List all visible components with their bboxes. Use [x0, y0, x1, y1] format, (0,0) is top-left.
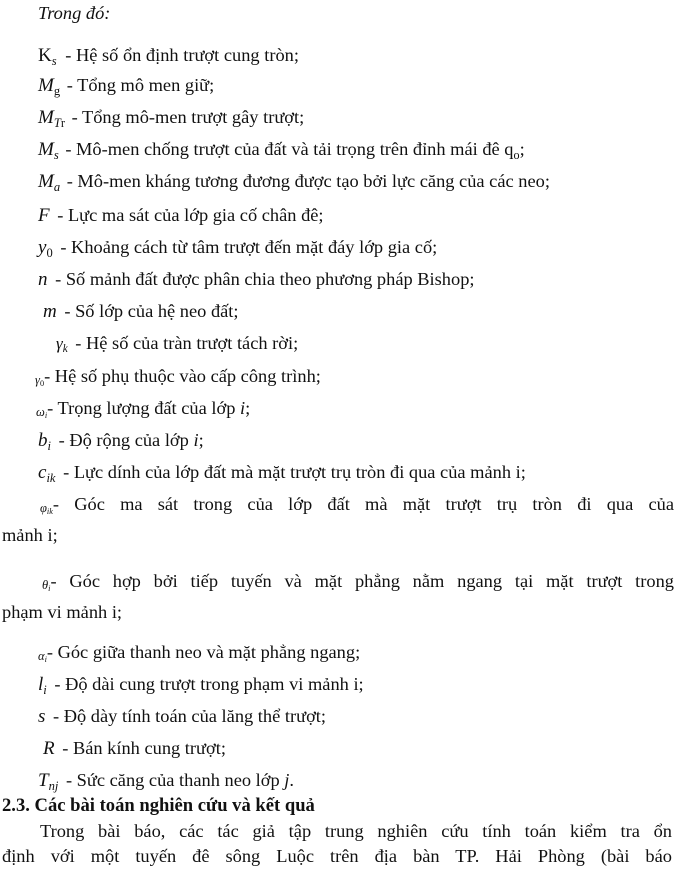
symbol-cik: $c_{ik}$ [38, 462, 56, 485]
definition-text-ks: - Hệ số ổn định trượt cung tròn; [65, 45, 299, 65]
section-heading-2-3: 2.3. Các bài toán nghiên cứu và kết quả [2, 795, 315, 816]
definition-item-li [0, 673, 680, 696]
definition-text-mtr: - Tổng mô-men trượt gây trượt; [71, 107, 305, 127]
body-paragraph-line-1 [0, 820, 680, 842]
symbol-k: $K_s$ [38, 45, 57, 68]
symbol-alpha-i: $\alpha_i$ [38, 649, 47, 665]
definition-text-ma: - Mô-men kháng tương đương được tạo bởi lực căng của các neo; [66, 171, 550, 191]
definition-text-r: - Bán kính cung trượt; [62, 738, 226, 758]
symbol-ma: $M_a$ [38, 171, 61, 194]
definition-item-gamma-0 [0, 365, 680, 389]
definition-item-theta-line2: phạm vi mảnh i; [2, 602, 123, 622]
definition-text-theta: - Góc hợp bởi tiếp tuyến và mặt phẳng nằm ngang tại mặt trượt trong [50, 571, 674, 591]
definition-item-cik [0, 461, 680, 484]
definition-text-s: - Độ dày tính toán của lăng thể trượt; [53, 706, 327, 726]
definition-item-phi-line1 [0, 493, 680, 517]
definition-item-ma [0, 170, 680, 193]
symbol-ms: $M_s$ [38, 139, 59, 162]
definition-text-ms: - Mô-men chống trượt của đất và tải trọng trên đỉnh mái đê q [65, 139, 514, 159]
definition-item-theta-line1 [0, 570, 680, 594]
definition-text-tnj: - Sức căng của thanh neo lớp [65, 770, 285, 790]
symbol-mtr: $M_{Tr}$ [38, 107, 65, 130]
definition-item-ms [0, 138, 680, 161]
symbol-n: n [38, 269, 48, 290]
symbol-omega-i: $\omega_i$ [36, 405, 48, 421]
intro-label: Trong đó: [38, 3, 111, 23]
symbol-m: m [43, 301, 57, 322]
definition-text-tnj-tail: . [289, 770, 295, 790]
definition-text-gamma-0: - Hệ số phụ thuộc vào cấp công trình; [44, 366, 321, 386]
definition-text-cik: - Lực dính của lớp đất mà mặt trượt trụ tròn đi qua của mảnh i; [63, 462, 526, 482]
definition-text-phi: - Góc ma sát trong của lớp đất mà mặt trượt trụ tròn đi qua của [52, 494, 674, 514]
definition-text-omega-i-tail: ; [245, 398, 251, 418]
definition-item-mtr [0, 106, 680, 129]
definition-text-ms-sub: o [513, 147, 520, 162]
body-paragraph-line-2-text: định với một tuyến đê sông Luộc trên địa bàn TP. Hải Phòng (bài báo [2, 846, 672, 866]
definition-item-f [0, 204, 680, 227]
definition-item-alpha-i [0, 641, 680, 665]
symbol-y0: $y_0$ [38, 237, 53, 260]
symbol-s: s [38, 706, 46, 727]
symbol-gamma-0: $\gamma_0$ [35, 373, 45, 389]
symbol-tnj: $T_{nj}$ [38, 770, 59, 793]
body-paragraph-line-2 [0, 845, 680, 867]
definition-text-li: - Độ dài cung trượt trong phạm vi mảnh i; [54, 674, 364, 694]
definition-item-tnj [0, 769, 680, 792]
definition-text-gamma-k: - Hệ số của tràn trượt tách rời; [75, 333, 299, 353]
symbol-gamma-k: $\gamma_k$ [56, 334, 68, 356]
definition-text-n: - Số mảnh đất được phân chia theo phương pháp Bishop; [55, 269, 475, 289]
definition-text-bi-tail: ; [198, 430, 204, 450]
definition-item-gamma-k [0, 332, 680, 355]
definition-text-ms-tail: ; [519, 139, 525, 159]
definition-text-alpha: - Góc giữa thanh neo và mặt phẳng ngang; [46, 642, 361, 662]
definition-item-y0 [0, 236, 680, 259]
symbol-mg: $M_g$ [38, 75, 61, 98]
definition-text-m: - Số lớp của hệ neo đất; [64, 301, 239, 321]
symbol-r: R [43, 738, 55, 759]
symbol-bi: $b_i$ [38, 430, 51, 453]
definition-text-tnj-italic: j [284, 770, 290, 790]
definition-text-bi-italic: i [193, 430, 199, 450]
definition-text-mg: - Tổng mô men giữ; [66, 75, 215, 95]
definition-item-mg [0, 74, 680, 97]
symbol-phi-ik: $\varphi_{ik}$ [40, 501, 53, 517]
symbol-f: F [38, 205, 50, 226]
definition-item-n [0, 268, 680, 291]
definition-item-ks [0, 44, 680, 67]
symbol-li: $l_i$ [38, 674, 47, 697]
definition-item-m [0, 300, 680, 323]
body-paragraph-line-1-text: Trong bài báo, các tác giả tập trung nghiên cứu tính toán kiểm tra ổn [40, 821, 672, 841]
definition-text-bi: - Độ rộng của lớp [58, 430, 194, 450]
definition-text-f: - Lực ma sát của lớp gia cố chân đê; [57, 205, 324, 225]
definition-text-omega-i-italic: i [240, 398, 246, 418]
definition-text-omega-i: - Trọng lượng đất của lớp [47, 398, 241, 418]
definition-item-phi-line2: mảnh i; [2, 525, 58, 545]
definition-item-omega-i [0, 397, 680, 421]
definition-item-s [0, 705, 680, 728]
definition-text-y0: - Khoảng cách từ tâm trượt đến mặt đáy lớp gia cố; [60, 237, 438, 257]
definition-item-r [0, 737, 680, 760]
definition-item-bi [0, 429, 680, 452]
symbol-theta-i: $\theta_i$ [42, 578, 51, 594]
